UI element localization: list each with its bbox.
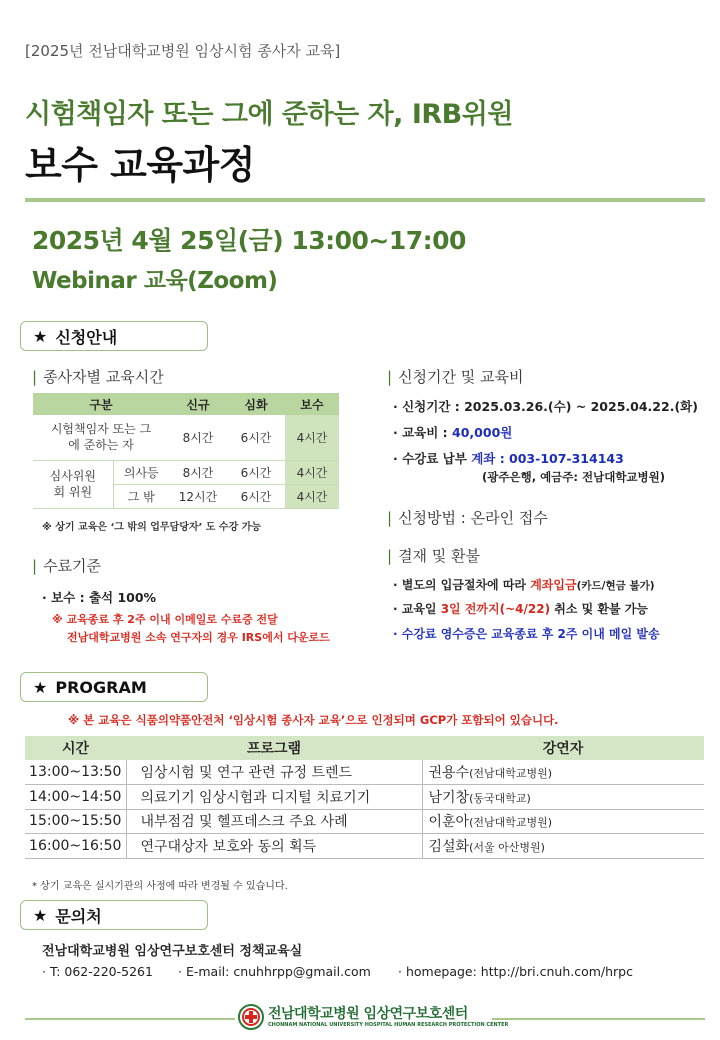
account-item: · 수강료 납부 계좌 : 003-107-314143: [393, 451, 624, 466]
refund-heading: | 결재 및 환불: [387, 547, 481, 565]
completion-item: · 보수 : 출석 100%: [42, 590, 157, 605]
hours-table: [33, 393, 339, 509]
star-icon: ★: [33, 326, 48, 346]
table-row: 시험책임자 또는 그에 준하는 자 8시간 6시간 4시간: [33, 415, 339, 460]
fee-item: · 교육비 : 40,000원: [393, 425, 513, 440]
section-contact: [20, 900, 208, 930]
account-bank: (광주은행, 예금주: 전남대학교병원): [482, 470, 666, 484]
table-row: 그 밖 12시간 6시간 4시간: [33, 484, 339, 508]
completion-heading: | 수료기준: [32, 557, 102, 575]
hours-heading: | 종사자별 교육시간: [32, 368, 164, 386]
page-title: 보수 교육과정: [25, 143, 255, 187]
method-heading: | 신청방법 : 온라인 접수: [387, 509, 548, 527]
col-header: 심화: [227, 393, 285, 415]
star-icon: ★: [33, 677, 48, 697]
section-contact-title: 문의처: [55, 906, 102, 926]
col-header: 구분: [33, 393, 169, 415]
program-notice: ※ 본 교육은 식품의약품안전처 ‘임상시험 종사자 교육’으로 인정되며 GCP가 포함되어 있습니다.: [68, 713, 559, 727]
col-header: 강연자: [422, 736, 704, 760]
contact-tel: · T: 062-220-5261: [42, 964, 153, 979]
table-note: ※ 상기 교육은 ‘그 밖의 업무담당자’ 도 수강 가능: [42, 522, 262, 533]
col-header: 시간: [25, 736, 126, 760]
header-divider: [25, 198, 705, 202]
section-apply: [20, 321, 208, 351]
completion-note-2: 전남대학교병원 소속 연구자의 경우 IRS에서 다운로드: [67, 631, 330, 644]
period-item: · 신청기간 : 2025.03.26.(수) ~ 2025.04.22.(화): [393, 399, 698, 414]
footer-rule-left: [25, 1018, 235, 1020]
table-row: 심사위원회 위원 의사등 8시간 6시간 4시간: [33, 460, 339, 484]
program-footnote: * 상기 교육은 실시기관의 사정에 따라 변경될 수 있습니다.: [32, 881, 288, 892]
hospital-logo-icon: [238, 1004, 264, 1030]
event-date: 2025년 4월 25일(금) 13:00~17:00: [32, 226, 466, 255]
col-header: 프로그램: [126, 736, 422, 760]
table-row: 14:00~14:50 의료기기 임상시험과 디지털 치료기기 남기창(동국대학교): [25, 785, 704, 810]
refund-item-1: · 별도의 입금절차에 따라 계좌입금(카드/현금 불가): [393, 578, 655, 592]
section-apply-title: 신청안내: [55, 327, 118, 347]
program-table: [25, 736, 704, 859]
event-venue: Webinar 교육(Zoom): [32, 268, 278, 294]
footer-rule-right: [492, 1018, 705, 1020]
completion-note-1: ※ 교육종료 후 2주 이내 이메일로 수료증 전달: [52, 613, 278, 626]
section-program: [20, 672, 208, 702]
contact-homepage[interactable]: · homepage: http://bri.cnuh.com/hrpc: [398, 964, 633, 979]
period-heading: | 신청기간 및 교육비: [387, 368, 524, 386]
title-line-1: 시험책임자 또는 그에 준하는 자, IRB위원: [25, 99, 513, 130]
footer-logo-name: 전남대학교병원 임상연구보호센터: [268, 1006, 468, 1022]
col-header: 신규: [169, 393, 227, 415]
refund-item-3: · 수강료 영수증은 교육종료 후 2주 이내 메일 발송: [393, 627, 660, 641]
star-icon: ★: [33, 905, 48, 925]
footer-logo-sub: CHONNAM NATIONAL UNIVERSITY HOSPITAL HUMAN RESEARCH PROTECTION CENTER: [268, 1022, 509, 1028]
contact-org: 전남대학교병원 임상연구보호센터 정책교육실: [42, 944, 303, 959]
table-row: 13:00~13:50 임상시험 및 연구 관련 규정 트렌드 권용수(전남대학교병원): [25, 760, 704, 785]
section-program-title: PROGRAM: [55, 677, 147, 697]
event-tag: [2025년 전남대학교병원 임상시험 종사자 교육]: [25, 42, 341, 60]
contact-email: · E-mail: cnuhhrpp@gmail.com: [178, 964, 371, 979]
col-header: 보수: [285, 393, 339, 415]
table-row: 15:00~15:50 내부점검 및 헬프데스크 주요 사례 이훈아(전남대학교병원): [25, 809, 704, 834]
refund-item-2: · 교육일 3일 전까지(~4/22) 취소 및 환불 가능: [393, 602, 648, 616]
table-row: 16:00~16:50 연구대상자 보호와 동의 획득 김설화(서울 아산병원): [25, 834, 704, 859]
